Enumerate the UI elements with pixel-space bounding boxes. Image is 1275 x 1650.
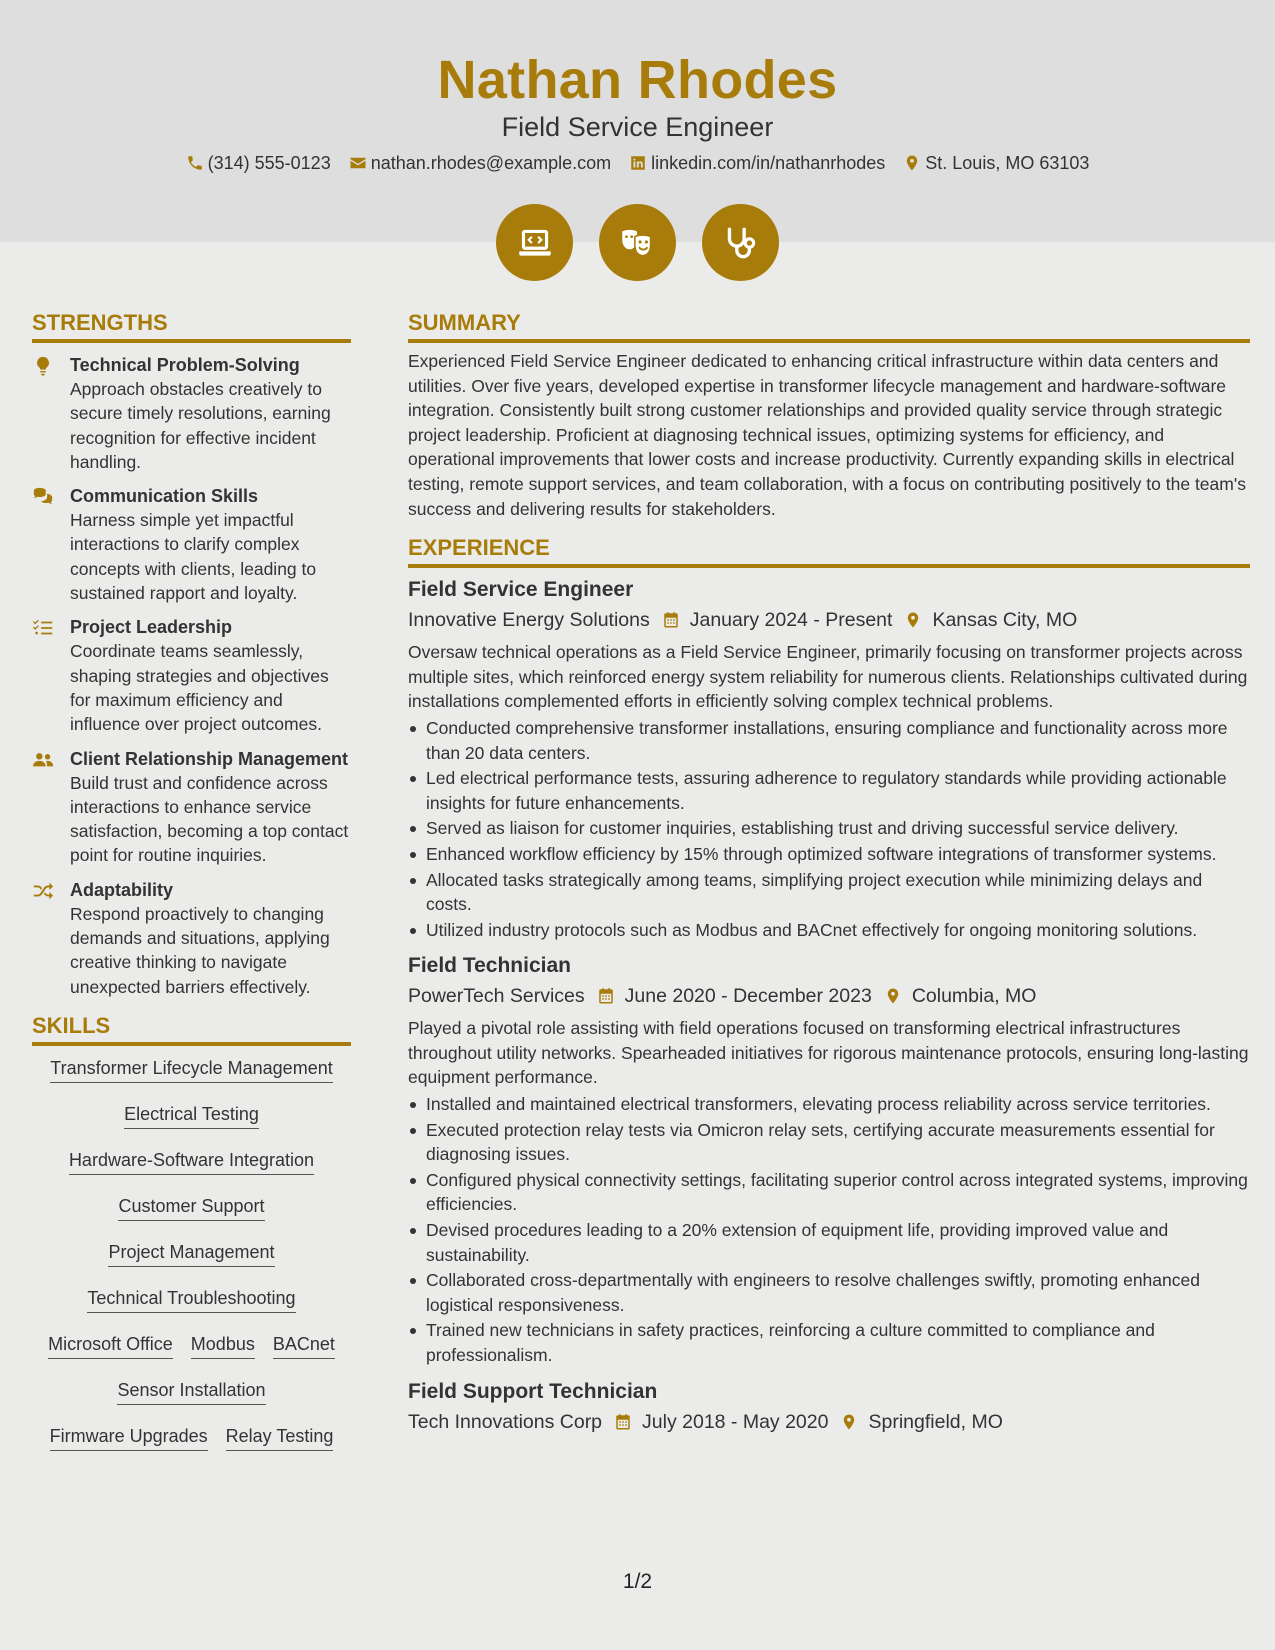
interest-circle [599, 204, 676, 281]
strength-item [32, 484, 351, 605]
job-location: Springfield, MO [868, 1410, 1003, 1433]
job-meta [408, 982, 1250, 1010]
bullet-item: Allocated tasks strategically among teams, simplifying project execution while minimizing delays and costs. [408, 868, 1250, 917]
strength-desc: Approach obstacles creatively to secure timely resolutions, earning recognition for effective incident handling. [70, 379, 331, 472]
summary-heading: SUMMARY [408, 308, 1250, 343]
bullet-item: Led electrical performance tests, assuring adherence to regulatory standards while providing actionable insights for future enhancements. [408, 766, 1250, 815]
email-text[interactable]: nathan.rhodes@example.com [370, 153, 612, 173]
bullet-item: Enhanced workflow efficiency by 15% through optimized software integrations of transformer systems. [408, 842, 1250, 867]
skill-tag: Modbus [191, 1332, 255, 1359]
page-number: 1/2 [622, 1570, 653, 1593]
map-pin-icon [903, 154, 921, 172]
interest-circle [702, 204, 779, 281]
candidate-name: Nathan Rhodes [437, 50, 838, 110]
job-dates: January 2024 - Present [689, 609, 893, 632]
job-description: Played a pivotal role assisting with field operations focused on transforming electrical infrastructures throughout utility networks. Spearheaded initiatives for rigorous maintenance protocols, ensuring long-lasting equipment performance. [408, 1018, 1249, 1088]
bullet-item: Conducted comprehensive transformer installations, ensuring compliance and functionality across more than 20 data centers. [408, 716, 1250, 765]
skills-heading: SKILLS [32, 1011, 351, 1046]
map-pin-icon [904, 610, 922, 630]
contact-bar [0, 151, 1275, 175]
strength-item [32, 615, 351, 736]
calendar-icon [662, 610, 680, 630]
job-bullets [408, 716, 1250, 942]
location-text: St. Louis, MO 63103 [925, 153, 1090, 173]
phone-icon [186, 154, 204, 172]
skill-tag: Sensor Installation [117, 1378, 265, 1405]
contact-email [349, 151, 611, 175]
strength-title: Adaptability [70, 879, 174, 900]
skill-tag: Project Management [108, 1240, 274, 1267]
skill-tag: Customer Support [118, 1194, 264, 1221]
calendar-icon [597, 986, 615, 1006]
laptop-code-icon [514, 222, 556, 264]
skill-tag: Technical Troubleshooting [87, 1286, 295, 1313]
skill-tag: Transformer Lifecycle Management [50, 1056, 332, 1083]
theater-masks-icon [617, 222, 659, 264]
skill-tag: Firmware Upgrades [50, 1424, 208, 1451]
linkedin-text[interactable]: linkedin.com/in/nathanrhodes [651, 153, 886, 173]
skill-tag: BACnet [273, 1332, 335, 1359]
skill-tag: Electrical Testing [124, 1102, 259, 1129]
bullet-item: Devised procedures leading to a 20% extension of equipment life, providing improved value and sustainability. [408, 1218, 1250, 1267]
strength-title: Project Leadership [70, 617, 233, 638]
strength-desc: Build trust and confidence across interactions to enhance service satisfaction, becoming a top contact point for routine inquiries. [70, 772, 349, 866]
bullet-item: Executed protection relay tests via Omicron relay sets, certifying accurate measurements essential for diagnosing issues. [408, 1118, 1250, 1167]
strength-title: Communication Skills [70, 486, 259, 507]
bullet-item: Installed and maintained electrical transformers, elevating process reliability across service territories. [408, 1092, 1250, 1117]
shuffle-icon [32, 880, 54, 902]
lightbulb-icon [32, 355, 54, 377]
users-icon [32, 749, 54, 771]
phone-text[interactable]: (314) 555-0123 [207, 153, 331, 173]
job-location: Columbia, MO [911, 985, 1037, 1008]
skill-tag: Hardware-Software Integration [69, 1148, 314, 1175]
comments-icon [32, 486, 54, 508]
candidate-title: Field Service Engineer [501, 112, 774, 142]
strength-desc: Coordinate teams seamlessly, shaping strategies and objectives for maximum efficiency and influence over project outcomes. [70, 641, 329, 735]
strength-item [32, 878, 351, 999]
strength-item [32, 353, 351, 474]
stethoscope-icon [720, 222, 762, 264]
list-check-icon [32, 617, 54, 639]
job-meta [408, 606, 1250, 634]
contact-linkedin [629, 151, 885, 175]
experience-heading: EXPERIENCE [408, 533, 1250, 568]
calendar-icon [614, 1412, 632, 1432]
linkedin-icon [629, 154, 647, 172]
job-entry [408, 576, 1250, 942]
skill-tag: Relay Testing [226, 1424, 334, 1451]
job-bullets [408, 1092, 1250, 1368]
job-entry [408, 1378, 1250, 1436]
contact-location [903, 151, 1089, 175]
map-pin-icon [884, 986, 902, 1006]
bullet-item: Utilized industry protocols such as Modbus and BACnet effectively for ongoing monitoring solutions. [408, 918, 1250, 943]
job-dates: June 2020 - December 2023 [624, 985, 872, 1008]
right-column [408, 308, 1250, 1436]
left-column [32, 308, 351, 1470]
job-dates: July 2018 - May 2020 [642, 1410, 829, 1433]
job-title: Field Service Engineer [408, 578, 634, 602]
skills-list [32, 1056, 351, 1470]
bullet-item: Trained new technicians in safety practices, reinforcing a culture committed to compliance and professionalism. [408, 1318, 1250, 1367]
summary-text: Experienced Field Service Engineer dedicated to enhancing critical infrastructure within data centers and utilities. Over five years, developed expertise in transformer lifecycle management and hardware-software integration. Consistently built strong customer relationships and provided quality service through strategic project leadership. Proficient at diagnosing technical issues, optimizing systems for efficiency, and operational improvements that lower costs and increase productivity. Currently expanding skills in electrical testing, remote support services, and team collaboration, with a focus on contributing positively to the team's success and delivering results for stakeholders. [408, 351, 1246, 519]
job-meta [408, 1408, 1250, 1436]
interest-circle [496, 204, 573, 281]
company-name: PowerTech Services [408, 985, 585, 1008]
strength-title: Client Relationship Management [70, 748, 349, 769]
map-pin-icon [840, 1412, 858, 1432]
bullet-item: Collaborated cross-departmentally with engineers to resolve challenges swiftly, promoting enhanced logistical responsiveness. [408, 1268, 1250, 1317]
interest-icons [0, 204, 1275, 281]
job-description: Oversaw technical operations as a Field Service Engineer, primarily focusing on transformer projects across multiple sites, which reinforced energy system reliability for numerous clients. Relationships cultivated during installations complemented efforts in efficiently solving complex technical problems. [408, 642, 1248, 712]
company-name: Tech Innovations Corp [408, 1410, 603, 1433]
company-name: Innovative Energy Solutions [408, 609, 650, 632]
bullet-item: Configured physical connectivity settings, facilitating superior control across integrated systems, improving efficiencies. [408, 1168, 1250, 1217]
skill-tag: Microsoft Office [48, 1332, 173, 1359]
contact-phone [186, 151, 331, 175]
envelope-icon [349, 154, 367, 172]
bullet-item: Served as liaison for customer inquiries, establishing trust and driving successful service delivery. [408, 816, 1250, 841]
strength-desc: Harness simple yet impactful interactions to clarify complex concepts with clients, leading to sustained rapport and loyalty. [70, 510, 317, 604]
job-title: Field Technician [408, 954, 571, 978]
job-location: Kansas City, MO [932, 609, 1078, 632]
job-entry [408, 952, 1250, 1367]
job-title: Field Support Technician [408, 1379, 658, 1403]
strength-title: Technical Problem-Solving [70, 355, 300, 375]
strength-item [32, 747, 351, 868]
strength-desc: Respond proactively to changing demands and situations, applying creative thinking to navigate unexpected barriers effectively. [70, 903, 330, 997]
strengths-heading: STRENGTHS [32, 308, 351, 343]
